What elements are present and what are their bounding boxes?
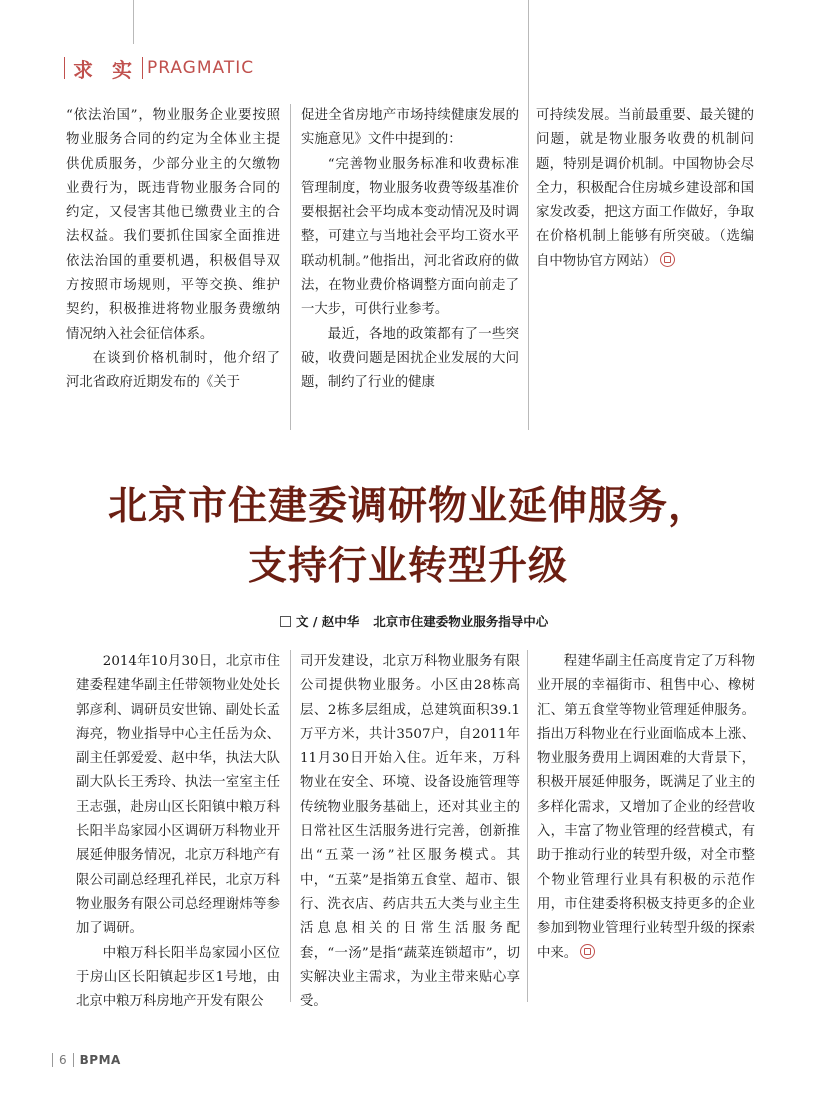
byline <box>280 612 548 630</box>
article-column-2 <box>300 650 520 1014</box>
square-bullet-icon <box>280 616 291 627</box>
column-divider-bottom-1 <box>290 650 291 1002</box>
article-column-3 <box>537 650 755 966</box>
byline-author: 文 / 赵中华 <box>296 614 360 629</box>
prev-article-column-2 <box>301 104 519 396</box>
seal-end-icon <box>580 944 595 959</box>
byline-affiliation: 北京市住建委物业服务指导中心 <box>373 614 549 629</box>
column-divider-bottom-2 <box>527 650 528 1002</box>
section-header <box>64 54 254 82</box>
footer-bar <box>73 1053 74 1067</box>
paragraph-text: 程建华副主任高度肯定了万科物业开展的幸福街市、租售中心、橡树汇、第五食堂等物业管理延伸服务。指出万科物业在行业面临成本上涨、物业服务费用上调困难的大背景下，积极开展延伸服务，既满足了业主的多样化需求，又增加了企业的经营收入，丰富了物业管理的经营模式，有助于推动行业的转型升级，对全市整个物业管理行业具有积极的示范作用，市住建委将积极支持更多的企业参加到物业管理行业转型升级的探索中来。 <box>537 654 755 961</box>
section-name-en: PRAGMATIC <box>146 58 255 78</box>
paragraph: 在谈到价格机制时，他介绍了河北省政府近期发布的《关于 <box>66 350 280 391</box>
paragraph: 促进全省房地产市场持续健康发展的实施意见》文件中提到的： <box>301 108 519 148</box>
header-bar <box>142 57 143 79</box>
paragraph: 2014年10月30日，北京市住建委程建华副主任带领物业处处长郭彦利、调研员安世锦、副处长孟海亮，物业指导中心主任岳为众、副主任郭爱爱、赵中华，执法大队副大队长王秀玲、执法一室室主任王志强，赴房山区长阳镇中粮万科长阳半岛家园小区调研万科物业开展延伸服务情况，北京万科地产有限公司副总经理孔祥民，北京万科物业服务有限公司总经理谢炜等参加了调研。 <box>76 654 280 937</box>
article-column-1 <box>76 650 280 1014</box>
column-divider-top-1 <box>290 104 291 430</box>
footer-brand: BPMA <box>79 1053 121 1067</box>
footer-bar <box>52 1053 53 1067</box>
header-bar <box>64 57 65 79</box>
paragraph: “依法治国”，物业服务企业要按照物业服务合同的约定为全体业主提供优质服务，少部分业主的欠缴物业费行为，既违背物业服务合同的约定，又侵害其他已缴费业主的合法权益。我们要抓住国家全面推进依法治国的重要机遇，积极倡导双方按照市场规则，平等交换、维护契约，积极推进将物业服务费缴纳情况纳入社会征信体系。 <box>66 108 280 342</box>
paragraph: 中粮万科长阳半岛家园小区位于房山区长阳镇起步区1号地，由北京中粮万科房地产开发有限公 <box>76 945 280 1010</box>
header-rule <box>133 0 134 44</box>
paragraph: 司开发建设，北京万科物业服务有限公司提供物业服务。小区由28栋高层、2栋多层组成，总建筑面积39.1万平方米，共计3507户，自2011年11月30日开始入住。近年来，万科物业在安全、环境、设备设施管理等传统物业服务基础上，还对其业主的日常社区生活服务进行完善，创新推出“五菜一汤”社区服务模式。其中，“五菜”是指第五食堂、超市、银行、洗衣店、药店共五大类与业主生活息息相关的日常生活服务配套，“一汤”是指“蔬菜连锁超市”，切实解决业主需求，为业主带来贴心享受。 <box>300 654 520 1010</box>
paragraph <box>536 104 754 274</box>
prev-article-column-3 <box>536 104 754 274</box>
section-name-cn: 求 实 <box>73 57 138 82</box>
article-title <box>40 476 776 596</box>
article-title-line-2: 支持行业转型升级 <box>247 543 568 589</box>
article-title-line-1: 北京市住建委调研物业延伸服务， <box>107 483 708 529</box>
seal-end-icon <box>660 252 675 267</box>
paragraph: 最近，各地的政策都有了一些突破，收费问题是困扰企业发展的大问题，制约了行业的健康 <box>301 326 519 391</box>
paragraph <box>537 650 755 966</box>
prev-article-column-1 <box>66 104 280 396</box>
paragraph: “完善物业服务标准和收费标准管理制度，物业服务收费等级基准价要根据社会平均成本变动情况及时调整，可建立与当地社会平均工资水平联动机制。”他指出，河北省政府的做法，在物业费价格调整方面向前走了一大步，可供行业参考。 <box>301 156 519 318</box>
page-number: 6 <box>59 1053 67 1067</box>
column-divider-top-2 <box>528 0 529 430</box>
paragraph-text: 可持续发展。当前最重要、最关键的问题，就是物业服务收费的机制问题，特别是调价机制。中国物协会尽全力，积极配合住房城乡建设部和国家发改委，把这方面工作做好，争取在价格机制上能够有所突破。（选编自中物协官方网站） <box>536 108 754 269</box>
page-footer <box>46 1053 121 1067</box>
